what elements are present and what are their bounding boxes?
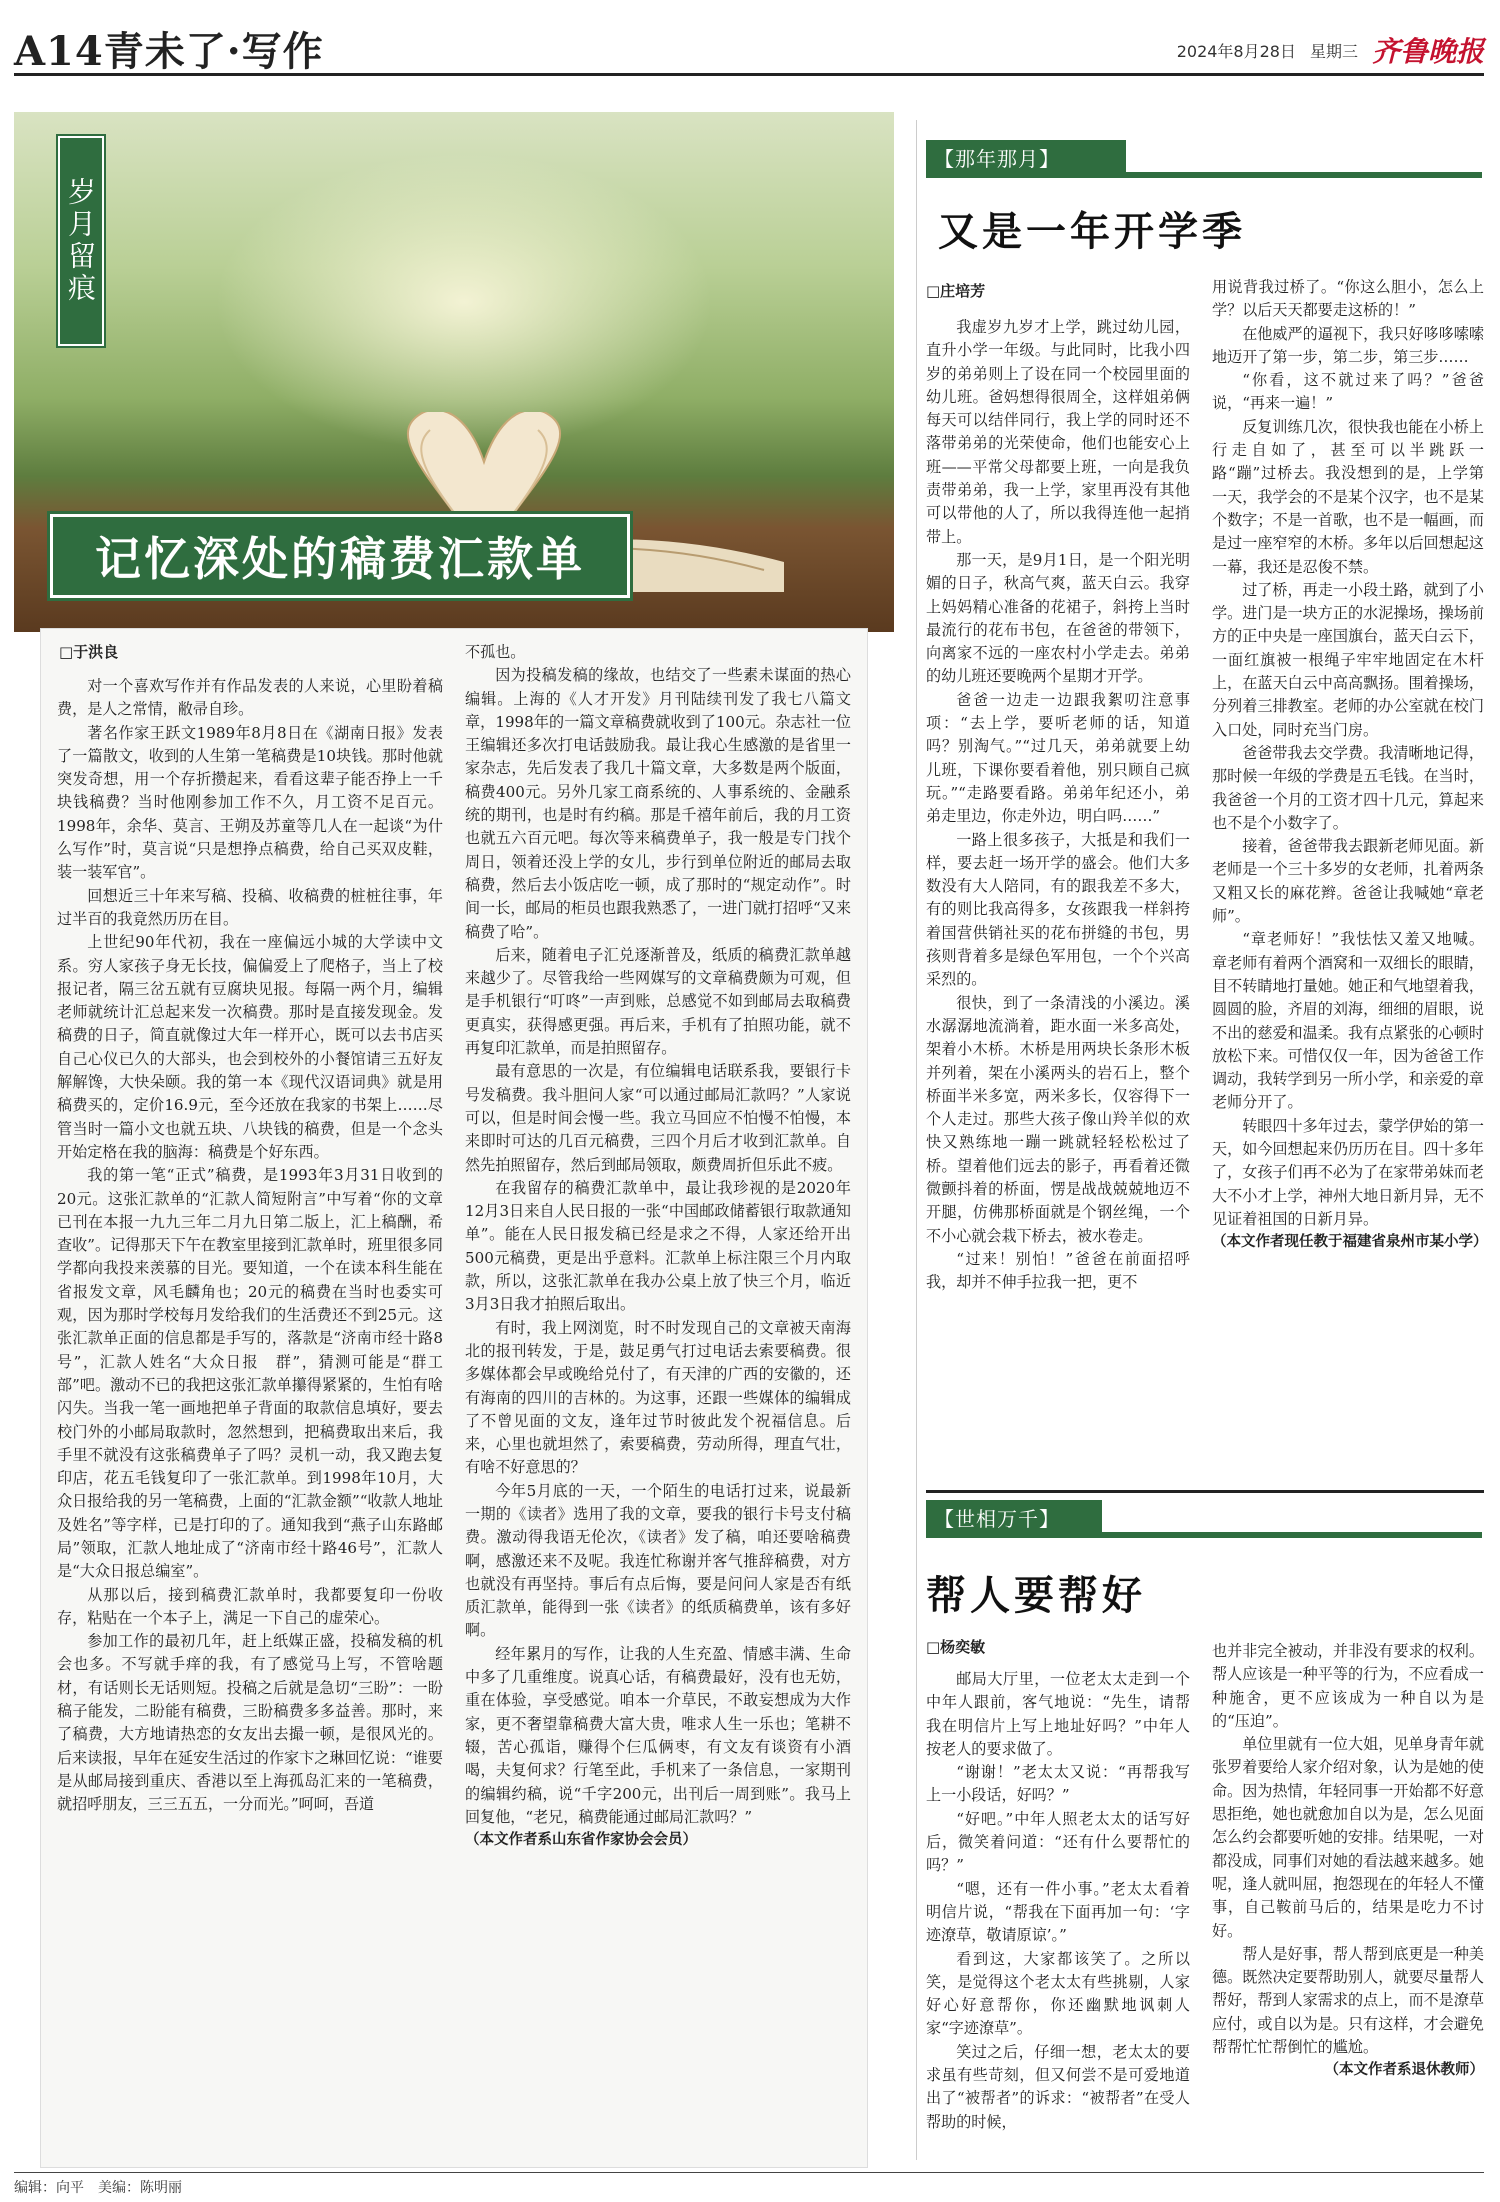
paragraph: 邮局大厅里，一位老太太走到一个中年人跟前，客气地说：“先生，请帮我在明信片上写上地址好吗？”中年人按老人的要求做了。	[926, 1670, 1190, 1758]
column-rule	[916, 120, 917, 2160]
paragraph: 反复训练几次，很快我也能在小桥上行走自如了，甚至可以半跳跃一路“蹦”过桥去。我没想到的是，上学第一天，我学会的不是某个汉字，也不是某个数字；不是一首歌，也不是一幅画，而是过一座窄窄的木桥。多年以后回想起这一幕，我还是忍俊不禁。	[1212, 417, 1484, 576]
paragraph: 用说背我过桥了。“你这么胆小，怎么上学？以后天天都要走这桥的！”	[1212, 278, 1484, 320]
rubric-line	[1102, 1532, 1482, 1538]
rubric-nanian: 【那年那月】	[926, 140, 1126, 178]
hero-image	[14, 112, 894, 632]
article1-title-box	[50, 514, 630, 598]
paragraph: 也并非完全被动，并非没有要求的权利。帮人应该是一种平等的行为，不应看成一种施舍，更不应该成为一种自以为是的“压迫”。	[1212, 1642, 1484, 1730]
hero-light	[214, 152, 714, 452]
article3-column-1	[926, 1668, 1190, 2134]
article3-title: 帮人要帮好	[926, 1572, 1146, 1619]
article1-title: 记忆深处的稿费汇款单	[95, 532, 585, 586]
article2-author: □庄培芳	[926, 282, 986, 300]
article1-column-2	[465, 641, 851, 1852]
header-meta	[1177, 30, 1484, 70]
article2-column-1	[926, 316, 1190, 1294]
author-note: （本文作者系山东省作家协会会员）	[465, 1832, 697, 1849]
paragraph: 从那以后，接到稿费汇款单时，我都要复印一份收存，粘贴在一个本子上，满足一下自己的虚荣心。	[57, 1585, 443, 1627]
author-note: （本文作者现任教于福建省泉州市某小学）	[1212, 1234, 1488, 1251]
paragraph: 今年5月底的一天，一个陌生的电话打过来，说最新一期的《读者》选用了我的文章，要我的银行卡号支付稿费。激动得我语无伦次，《读者》发了稿，咱还要啥稿费啊，感激还来不及呢。我连忙称谢并客气推辞稿费，对方也就没有再坚持。事后有点后悔，要是问问人家是否有纸质汇款单，能得到一张《读者》的纸质稿费单，该有多好啊。	[465, 1481, 851, 1640]
article1-column-1	[57, 675, 443, 1817]
paragraph: 接着，爸爸带我去跟新老师见面。新老师是一个三十多岁的女老师，扎着两条又粗又长的麻花辫。爸爸让我喊她“章老师”。	[1212, 837, 1484, 926]
paragraph: 笑过之后，仔细一想，老太太的要求虽有些苛刻，但又何尝不是可爱地道出了“被帮者”的诉求：“被帮者”在受人帮助的时候，	[926, 2042, 1190, 2131]
paragraph: 参加工作的最初几年，赶上纸媒正盛，投稿发稿的机会也多。不写就手痒的我，有了感觉马上写，不管啥题材，有话则长无话则短。投稿之后就是急切“三盼”：一盼稿子能发，二盼能有稿费，三盼稿费多多益善。那时，来了稿费，大方地请热恋的女友出去撮一顿，是很风光的。后来读报，早年在延安生活过的作家卞之琳回忆说：“谁要是从邮局接到重庆、香港以至上海孤岛汇来的一笔稿费，就招呼朋友，三三五五，一分而光。”呵呵，吾道	[57, 1632, 443, 1814]
paragraph: 一路上很多孩子，大抵是和我们一样，要去赶一场开学的盛会。他们大多数没有大人陪同，有的跟我差不多大，有的则比我高得多，女孩跟我一样斜挎着国营供销社买的花布拼缝的书包，男孩则背着多是绿色军用包，一个个兴高采烈的。	[926, 830, 1190, 989]
paragraph: 帮人是好事，帮人帮到底更是一种美德。既然决定要帮助别人，就要尽量帮人帮好，帮到人家需求的点上，而不是潦草应付，或自以为是。只有这样，才会避免帮帮忙忙帮倒忙的尴尬。	[1212, 1944, 1484, 2057]
paragraph: 后来，随着电子汇兑逐渐普及，纸质的稿费汇款单越来越少了。尽管我给一些网媒写的文章稿费颇为可观，但是手机银行“叮咚”一声到账，总感觉不如到邮局去取稿费更真实，获得感更强。再后来，手机有了拍照功能，就不再复印汇款单，而是拍照留存。	[465, 945, 851, 1058]
paragraph: 在他威严的逼视下，我只好哆哆嗦嗦地迈开了第一步，第二步，第三步……	[1212, 324, 1484, 366]
paragraph: 爸爸带我去交学费。我清晰地记得，那时候一年级的学费是五毛钱。在当时，我爸爸一个月的工资才四十几元，算起来也不是个小数字了。	[1212, 743, 1484, 832]
paragraph: 爸爸一边走一边跟我絮叨注意事项：“去上学，要听老师的话，知道吗？别淘气。”“过几天，弟弟就要上幼儿班，下课你要看着他，别只顾自己疯玩。”“走路要看路。弟弟年纪还小，弟弟走里边，你走外边，明白吗……”	[926, 690, 1190, 826]
author-note: （本文作者系退休教师）	[1324, 2062, 1484, 2079]
article1-author: □于洪良	[59, 643, 119, 661]
paragraph: 对一个喜欢写作并有作品发表的人来说，心里盼着稿费，是人之常情，敝帚自珍。	[57, 677, 443, 719]
paragraph: 那一天，是9月1日，是一个阳光明媚的日子，秋高气爽，蓝天白云。我穿上妈妈精心准备的花裙子，斜挎上当时最流行的花布书包，在爸爸的带领下，向离家不远的一座农村小学走去。弟弟的幼儿班还要晚两个星期才开学。	[926, 550, 1190, 686]
paragraph: 单位里就有一位大姐，见单身青年就张罗着要给人家介绍对象，认为是她的使命。因为热情，年轻同事一开始都不好意思拒绝，她也就愈加自以为是，怎么见面怎么约会都要听她的安排。结果呢，一对都没成，同事们对她的看法越来越多。她呢，逢人就叫屈，抱怨现在的年轻人不懂事，自己鞍前马后的，结果是吃力不讨好。	[1212, 1735, 1484, 1940]
paragraph: 因为投稿发稿的缘故，也结交了一些素未谋面的热心编辑。上海的《人才开发》月刊陆续刊发了我七八篇文章，1998年的一篇文章稿费就收到了100元。杂志社一位王编辑还多次打电话鼓励我。最让我心生感激的是省里一家杂志，先后发表了我几十篇文章，大多数是两个版面，稿费400元。另外几家工商系统的、人事系统的、金融系统的期刊，也是时有约稿。那是千禧年前后，我的月工资也就五六百元吧。每次等来稿费单子，我一般是专门找个周日，领着还没上学的女儿，步行到单位附近的邮局去取稿费，然后去小饭店吃一顿，成了那时的“规定动作”。时间一长，邮局的柜员也跟我熟悉了，一进门就打招呼“又来稿费了哈”。	[465, 666, 851, 941]
page-footer	[14, 2172, 1484, 2196]
paragraph: 在我留存的稿费汇款单中，最让我珍视的是2020年12月3日来自人民日报的一张“中国邮政储蓄银行取款通知单”。能在人民日报发稿已经是求之不得，人家还给开出500元稿费，更是出乎意料。汇款单上标注限三个月内取款，所以，这张汇款单在我办公桌上放了快三个月，临近3月3日我才拍照后取出。	[465, 1178, 851, 1314]
paragraph: 我的第一笔“正式”稿费，是1993年3月31日收到的20元。这张汇款单的“汇款人简短附言”中写着“你的文章已刊在本报一九九三年二月九日第二版上，汇上稿酬，希查收”。记得那天下午在教室里接到汇款单时，班里很多同学都向我投来羡慕的目光。要知道，一个在读本科生能在省报发文章，风毛麟角也；20元的稿费在当时也委实可观，因为那时学校每月发给我们的生活费还不到25元。这张汇款单正面的信息都是手写的，落款是“济南市经十路8号”，汇款人姓名“大众日报 群”，猜测可能是“群工部”吧。激动不已的我把这张汇款单攥得紧紧的，生怕有啥闪失。当我一笔一画地把单子背面的取款信息填好，要去校门外的小邮局取款时，忽然想到，把稿费取出来后，我手里不就没有这张稿费单子了吗？灵机一动，我又跑去复印店，花五毛钱复印了一张汇款单。到1998年10月，大众日报给我的另一笔稿费，上面的“汇款金额”“收款人地址及姓名”等字样，已是打印的了。通知我到“燕子山东路邮局”领取，汇款人地址成了“济南市经十路46号”，汇款人是“大众日报总编室”。	[57, 1166, 443, 1581]
paragraph: 有时，我上网浏览，时不时发现自己的文章被天南海北的报刊转发，于是，鼓足勇气打过电话去索要稿费。很多媒体都会早或晚给兑付了，有天津的广西的安徽的，还有海南的四川的吉林的。为这事，还跟一些媒体的编辑成了不曾见面的文友，逢年过节时彼此发个祝福信息。后来，心里也就坦然了，索要稿费，劳动所得，理直气壮，有啥不好意思的？	[465, 1318, 851, 1477]
section-divider	[926, 1490, 1484, 1493]
paragraph: “章老师好！”我怯怯又羞又地喊。章老师有着两个酒窝和一双细长的眼睛，目不转睛地打量她。她正和气地望着我，圆圆的脸，齐眉的刘海，细细的眉眼，说不出的慈爱和温柔。我有点紧张的心顿时放松下来。可惜仅仅一年，因为爸爸工作调动，我转学到另一所小学，和亲爱的章老师分开了。	[1212, 930, 1484, 1112]
paragraph: 看到这，大家都该笑了。之所以笑，是觉得这个老太太有些挑剔，人家好心好意帮你，你还幽默地讽刺人家“字迹潦草”。	[926, 1949, 1190, 2038]
paragraph: “你看，这不就过来了吗？”爸爸说，“再来一遍！”	[1212, 371, 1484, 413]
issue-weekday: 星期三	[1309, 41, 1358, 61]
editor-credits: 编辑：向平 美编：陈明丽	[14, 2180, 182, 2196]
column-tag-suiyue: 岁月留痕	[58, 136, 104, 346]
article2-column-2	[1212, 276, 1488, 1254]
section-label: A14青未了·写作	[14, 28, 324, 75]
rubric-shixiang: 【世相万千】	[926, 1500, 1102, 1538]
paragraph: “好吧。”中年人照老太太的话写好后，微笑着问道：“还有什么要帮忙的吗？”	[926, 1809, 1190, 1875]
paragraph: “过来！别怕！”爸爸在前面招呼我，却并不伸手拉我一把，更不	[926, 1249, 1190, 1292]
paragraph: 很快，到了一条清浅的小溪边。溪水潺潺地流淌着，距水面一米多高处，架着小木桥。木桥是用两块长条形木板并列着，架在小溪两头的岩石上，整个桥面半米多宽，两米多长，仅容得下一个人走过。那些大孩子像山羚羊似的欢快又熟练地一蹦一跳就轻轻松松过了桥。望着他们远去的影子，再看着还微微颤抖着的桥面，愣是战战兢兢地迈不开腿，仿佛那桥面就是个钢丝绳，一个不小心就会栽下桥去，被水卷走。	[926, 993, 1190, 1245]
paragraph: 回想近三十年来写稿、投稿、收稿费的桩桩往事，年过半百的我竟然历历在目。	[57, 886, 443, 928]
paragraph: 转眼四十多年过去，蒙学伊始的第一天，如今回想起来仍历历在目。四十多年了，女孩子们再不必为了在家带弟妹而老大不小才上学，神州大地日新月异，无不见证着祖国的日新月异。	[1212, 1116, 1484, 1228]
rubric-line	[1126, 172, 1482, 178]
issue-date: 2024年8月28日	[1176, 41, 1296, 61]
paragraph: 最有意思的一次是，有位编辑电话联系我，要银行卡号发稿费。我斗胆问人家“可以通过邮局汇款吗？”人家说可以，但是时间会慢一些。我立马回应不怕慢不怕慢，本来即时可达的几百元稿费，三四个月后才收到汇款单。自然先拍照留存，然后到邮局领取，颇费周折但乐此不疲。	[465, 1062, 851, 1174]
paragraph: 不孤也。	[465, 643, 526, 661]
paragraph: 过了桥，再走一小段土路，就到了小学。进门是一块方正的水泥操场，操场前方的正中央是一座国旗台，蓝天白云下，一面红旗被一根绳子牢牢地固定在木杆上，在蓝天白云中高高飘扬。围着操场，分列着三排教室。老师的办公室就在校门入口处，同时充当门房。	[1212, 580, 1484, 739]
article3-column-2	[1212, 1640, 1484, 2083]
article1-body	[40, 628, 868, 2168]
paper-logo: 齐鲁晚报	[1371, 35, 1484, 68]
paragraph: 上世纪90年代初，我在一座偏远小城的大学读中文系。穷人家孩子身无长技，偏偏爱上了爬格子，当上了校报记者，隔三岔五就有豆腐块见报。每隔一两个月，编辑老师就统计汇总起来发一次稿费。那时是直接发现金。发稿费的日子，简直就像过大年一样开心，既可以去书店买自己心仪已久的大部头，也会到校外的小餐馆请三五好友解解馋，大快朵颐。我的第一本《现代汉语词典》就是用稿费买的，定价16.9元，至今还放在我家的书架上……尽管当时一篇小文也就五块、八块钱的稿费，但是一个念头开始定格在我的脑海：稿费是个好东西。	[57, 933, 443, 1161]
article3-author: □杨奕敏	[926, 1638, 986, 1656]
paragraph: 我虚岁九岁才上学，跳过幼儿园，直升小学一年级。与此同时，比我小四岁的弟弟则上了设在同一个校园里面的幼儿班。爸妈想得很周全，这样姐弟俩每天可以结伴同行，我上学的同时还不落带弟弟的光荣使命，他们也能安心上班——平常父母都要上班，一向是我负责带弟弟，我一上学，家里再没有其他可以带他的人了，所以我得连他一起捎带上。	[926, 318, 1190, 546]
paragraph: “谢谢！”老太太又说：“再帮我写上一小段话，好吗？”	[926, 1763, 1190, 1805]
paragraph: 著名作家王跃文1989年8月8日在《湖南日报》发表了一篇散文，收到的人生第一笔稿费是10块钱。那时他就突发奇想，用一个存折攒起来，看看这辈子能否挣上一千块钱稿费？当时他刚参加工作不久，月工资不足百元。1998年，余华、莫言、王朔及苏童等几人在一起谈“为什么写作”时，莫言说“只是想挣点稿费，给自己买双皮鞋，装一装军官”。	[57, 723, 443, 882]
paragraph: 经年累月的写作，让我的人生充盈、情感丰满、生命中多了几重维度。说真心话，有稿费最好，没有也无妨，重在体验，享受感觉。咱本一介草民，不敢妄想成为大作家，更不奢望靠稿费大富大贵，唯求人生一乐也；笔耕不辍，苦心孤诣，赚得个仨瓜俩枣，有文友有谈资有小酒喝，夫复何求？行笔至此，手机来了一条信息，一家期刊的编辑约稿，说“千字200元，出刊后一周到账”。我马上回复他，“老兄，稿费能通过邮局汇款吗？”	[465, 1644, 851, 1826]
article2-title: 又是一年开学季	[938, 208, 1246, 255]
paragraph: “嗯，还有一件小事。”老太太看着明信片说，“帮我在下面再加一句：‘字迹潦草，敬请原谅’。”	[926, 1879, 1190, 1945]
page-header	[14, 16, 1484, 76]
